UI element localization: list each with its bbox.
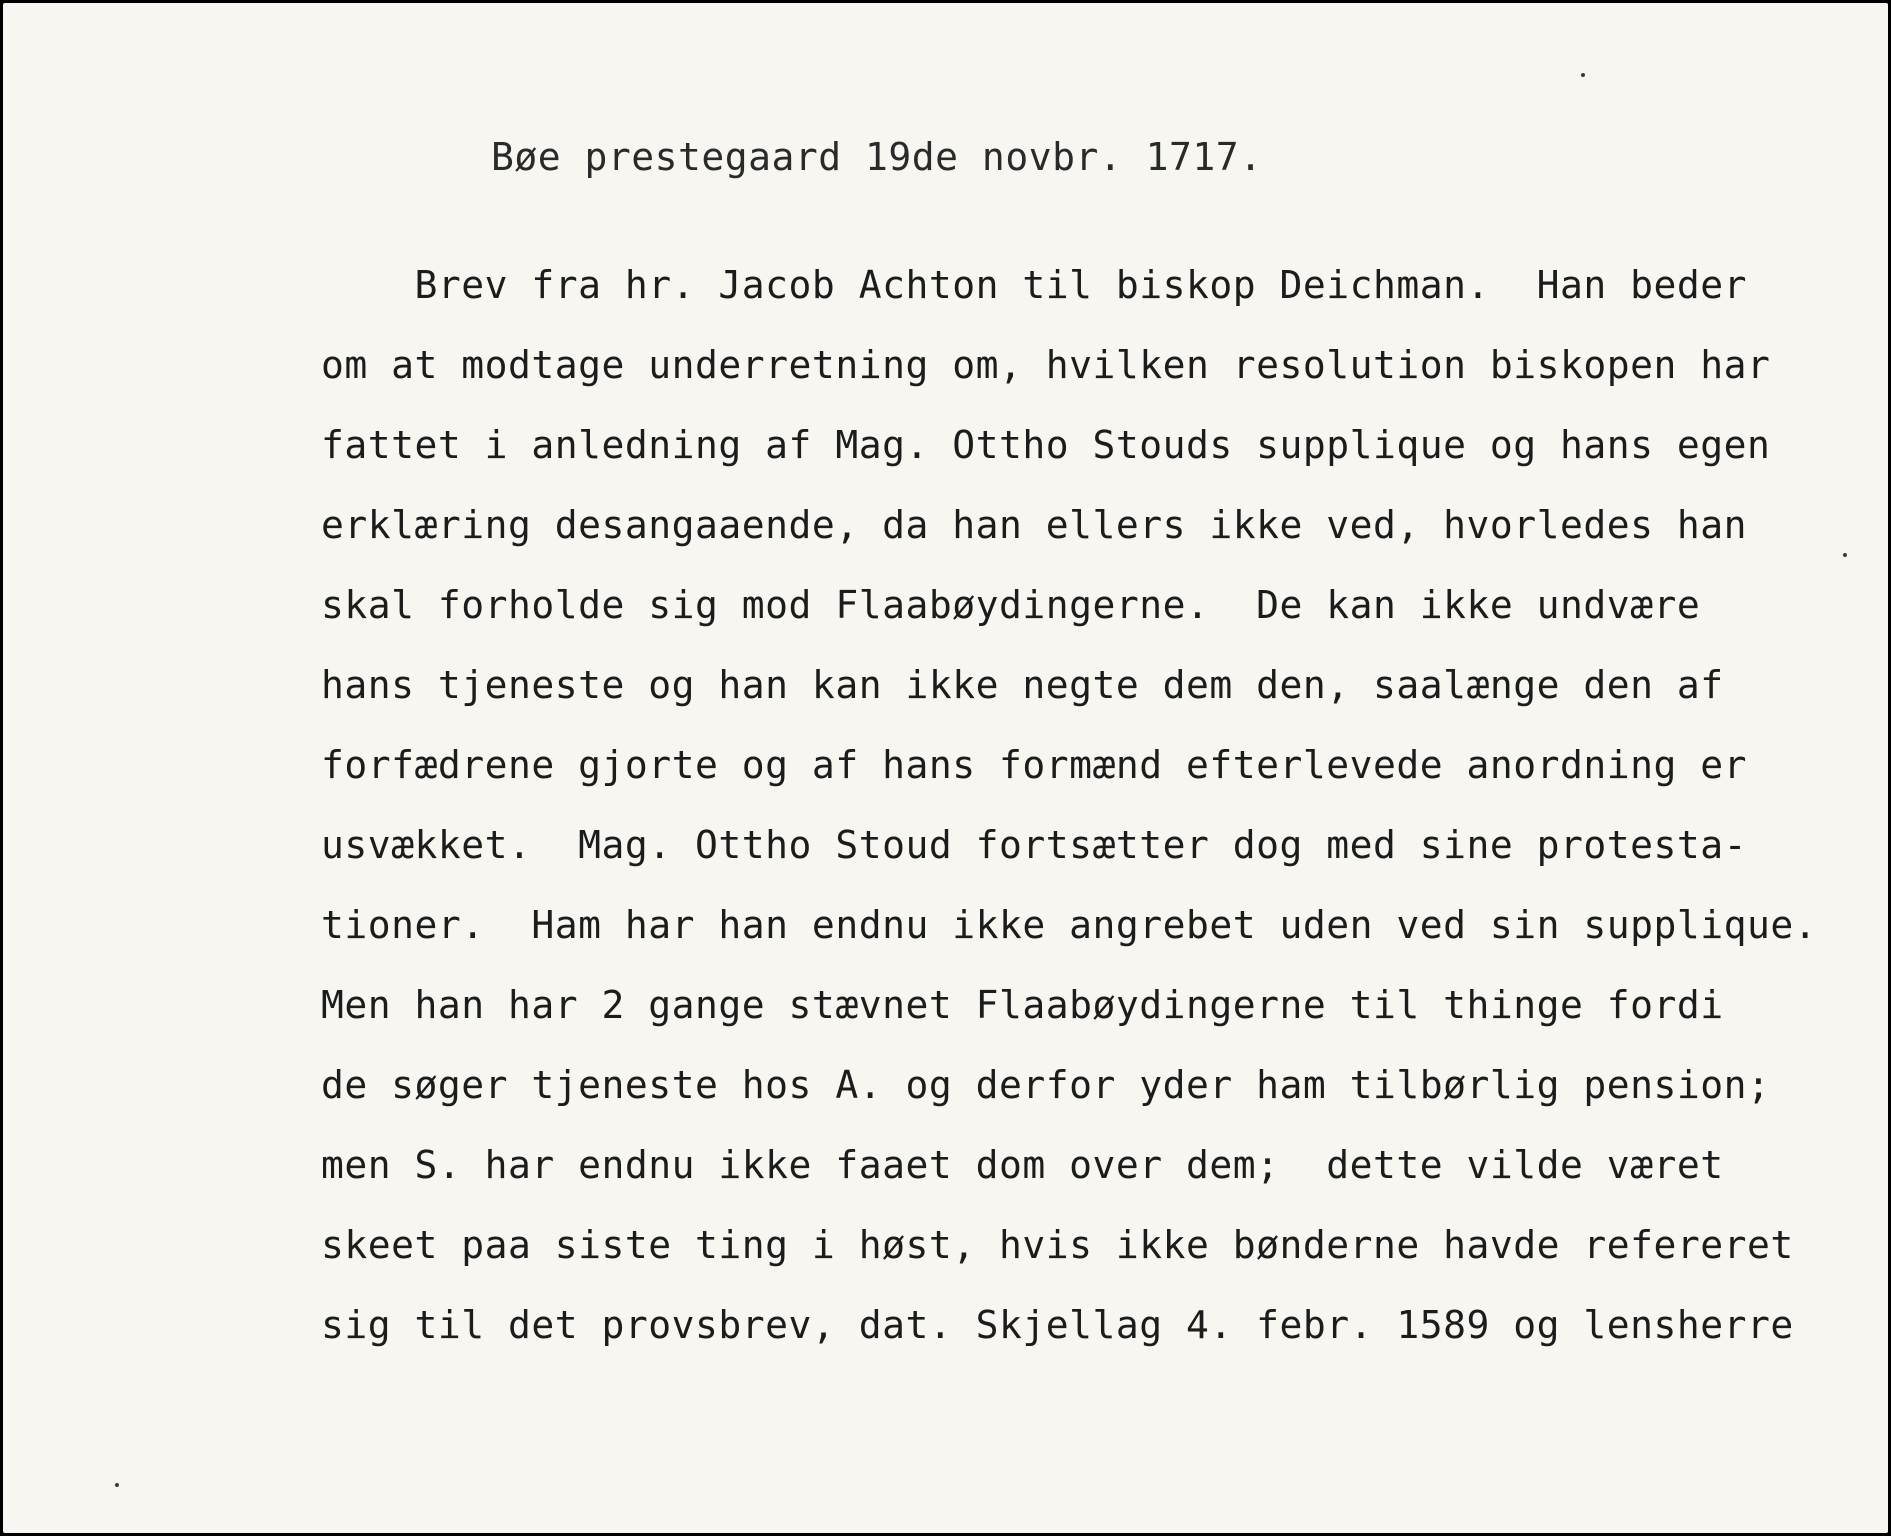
text-line: tioner. Ham har han endnu ikke angrebet uden ved sin supplique. xyxy=(321,903,1818,947)
paper-speck xyxy=(1843,553,1847,557)
text-line: usvækket. Mag. Ottho Stoud fortsætter dog med sine protesta- xyxy=(321,823,1748,867)
index-card xyxy=(3,3,1888,1533)
card-heading: Bøe prestegaard 19de novbr. 1717. xyxy=(491,135,1263,179)
text-line: hans tjeneste og han kan ikke negte dem den, saalænge den af xyxy=(321,663,1724,707)
text-line: sig til det provsbrev, dat. Skjellag 4. febr. 1589 og lensherre xyxy=(321,1303,1794,1347)
text-line: Men han har 2 gange stævnet Flaabøydingerne til thinge fordi xyxy=(321,983,1724,1027)
text-line: erklæring desangaaende, da han ellers ikke ved, hvorledes han xyxy=(321,503,1748,547)
text-line: skal forholde sig mod Flaabøydingerne. De kan ikke undvære xyxy=(321,583,1701,627)
paper-speck xyxy=(115,1483,119,1487)
text-line: de søger tjeneste hos A. og derfor yder ham tilbørlig pension; xyxy=(321,1063,1771,1107)
text-line: skeet paa siste ting i høst, hvis ikke bønderne havde refereret xyxy=(321,1223,1794,1267)
text-line: forfædrene gjorte og af hans formænd efterlevede anordning er xyxy=(321,743,1748,787)
text-line: fattet i anledning af Mag. Ottho Stouds supplique og hans egen xyxy=(321,423,1771,467)
text-line: Brev fra hr. Jacob Achton til biskop Deichman. Han beder xyxy=(321,263,1748,307)
paper-speck xyxy=(1581,73,1585,77)
text-line: men S. har endnu ikke faaet dom over dem; dette vilde været xyxy=(321,1143,1724,1187)
text-line: om at modtage underretning om, hvilken resolution biskopen har xyxy=(321,343,1771,387)
